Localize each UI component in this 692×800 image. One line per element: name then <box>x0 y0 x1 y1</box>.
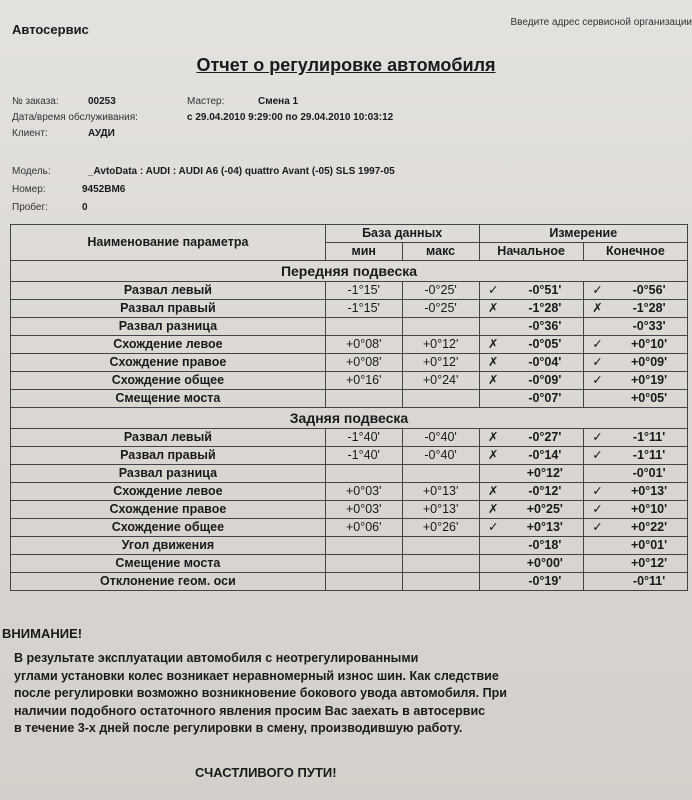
model: _AvtoData : AUDI : AUDI A6 (-04) quattro Avant (-05) SLS 1997-05 <box>88 166 395 177</box>
min-value <box>325 390 402 408</box>
table-row <box>11 318 688 336</box>
start-value: -0°19' <box>507 573 583 591</box>
max-value <box>402 555 479 573</box>
warning-title: ВНИМАНИЕ! <box>2 626 83 641</box>
min-value: -1°40' <box>325 429 402 447</box>
mileage-label: Пробег: <box>12 202 48 213</box>
end-status-icon: ✓ <box>583 501 611 519</box>
start-status-icon <box>479 573 507 591</box>
min-value: +0°03' <box>325 483 402 501</box>
max-value: +0°13' <box>402 483 479 501</box>
end-status-icon: ✗ <box>583 300 611 318</box>
mileage: 0 <box>82 202 88 213</box>
end-status-icon <box>583 390 611 408</box>
start-status-icon: ✗ <box>479 336 507 354</box>
start-value: -0°04' <box>507 354 583 372</box>
farewell-text: СЧАСТЛИВОГО ПУТИ! <box>195 765 337 780</box>
end-status-icon: ✓ <box>583 354 611 372</box>
start-status-icon <box>479 465 507 483</box>
start-status-icon <box>479 555 507 573</box>
end-value: +0°22' <box>611 519 687 537</box>
table-row <box>11 300 688 318</box>
datetime: с 29.04.2010 9:29:00 по 29.04.2010 10:03:12 <box>187 112 394 123</box>
end-status-icon: ✓ <box>583 483 611 501</box>
param-name: Развал левый <box>11 282 326 300</box>
end-status-icon: ✓ <box>583 282 611 300</box>
end-status-icon: ✓ <box>583 336 611 354</box>
max-value <box>402 390 479 408</box>
start-status-icon: ✗ <box>479 447 507 465</box>
warning-line: наличии подобного остаточного явления просим Вас заехать в автосервис <box>14 703 486 718</box>
table-row <box>11 336 688 354</box>
min-value: -1°15' <box>325 282 402 300</box>
min-value <box>325 318 402 336</box>
start-status-icon <box>479 390 507 408</box>
start-value: +0°00' <box>507 555 583 573</box>
param-name: Схождение левое <box>11 483 326 501</box>
table-row <box>11 501 688 519</box>
end-value: -0°56' <box>611 282 687 300</box>
start-value: +0°12' <box>507 465 583 483</box>
table-row <box>11 429 688 447</box>
table-row <box>11 465 688 483</box>
page-title: Отчет о регулировке автомобиля <box>196 55 496 75</box>
warning-line: углами установки колес возникает неравномерный износ шин. Как следствие <box>14 668 499 683</box>
min-value <box>325 555 402 573</box>
order-number-label: № заказа: <box>12 96 59 107</box>
table-row <box>11 447 688 465</box>
table-row <box>11 537 688 555</box>
end-value: -0°11' <box>611 573 687 591</box>
max-value: +0°12' <box>402 354 479 372</box>
rear-section-title: Задняя подвеска <box>11 408 688 429</box>
min-value: +0°08' <box>325 336 402 354</box>
start-status-icon: ✗ <box>479 483 507 501</box>
order-number: 00253 <box>88 96 116 107</box>
end-status-icon: ✓ <box>583 519 611 537</box>
table-row <box>11 372 688 390</box>
start-status-icon: ✗ <box>479 372 507 390</box>
end-value: +0°12' <box>611 555 687 573</box>
param-name: Схождение общее <box>11 372 326 390</box>
table-row <box>11 282 688 300</box>
param-name: Развал разница <box>11 318 326 336</box>
end-value: +0°10' <box>611 501 687 519</box>
start-status-icon: ✗ <box>479 354 507 372</box>
param-name: Схождение левое <box>11 336 326 354</box>
start-value: -0°51' <box>507 282 583 300</box>
max-value: +0°13' <box>402 501 479 519</box>
datetime-label: Дата/время обслуживания: <box>12 112 138 123</box>
start-status-icon: ✗ <box>479 300 507 318</box>
max-value <box>402 537 479 555</box>
max-value: -0°40' <box>402 429 479 447</box>
param-name: Смещение моста <box>11 390 326 408</box>
end-status-icon <box>583 573 611 591</box>
start-value: -0°07' <box>507 390 583 408</box>
param-name: Схождение общее <box>11 519 326 537</box>
min-value <box>325 465 402 483</box>
min-value: -1°15' <box>325 300 402 318</box>
col-end: Конечное <box>583 243 687 261</box>
max-value <box>402 573 479 591</box>
max-value: +0°26' <box>402 519 479 537</box>
col-start: Начальное <box>479 243 583 261</box>
start-status-icon <box>479 537 507 555</box>
end-status-icon <box>583 465 611 483</box>
end-value: +0°05' <box>611 390 687 408</box>
start-value: -0°18' <box>507 537 583 555</box>
front-section-title: Передняя подвеска <box>11 261 688 282</box>
end-value: -1°28' <box>611 300 687 318</box>
start-value: -0°14' <box>507 447 583 465</box>
min-value: +0°16' <box>325 372 402 390</box>
param-name: Развал разница <box>11 465 326 483</box>
start-value: -1°28' <box>507 300 583 318</box>
master-label: Мастер: <box>187 96 225 107</box>
param-name: Смещение моста <box>11 555 326 573</box>
end-value: +0°10' <box>611 336 687 354</box>
warning-text <box>14 650 664 738</box>
client-label: Клиент: <box>12 128 48 139</box>
table-row <box>11 573 688 591</box>
plate: 9452ВМ6 <box>82 184 126 195</box>
max-value: +0°24' <box>402 372 479 390</box>
table-row <box>11 483 688 501</box>
start-value: -0°27' <box>507 429 583 447</box>
end-status-icon <box>583 537 611 555</box>
min-value: +0°06' <box>325 519 402 537</box>
table-row <box>11 519 688 537</box>
min-value: +0°08' <box>325 354 402 372</box>
end-value: +0°19' <box>611 372 687 390</box>
end-value: +0°09' <box>611 354 687 372</box>
min-value <box>325 573 402 591</box>
param-name: Отклонение геом. оси <box>11 573 326 591</box>
param-name: Развал левый <box>11 429 326 447</box>
end-status-icon: ✓ <box>583 447 611 465</box>
max-value <box>402 465 479 483</box>
col-db: База данных <box>325 225 479 243</box>
end-value: -0°01' <box>611 465 687 483</box>
max-value: -0°25' <box>402 300 479 318</box>
param-name: Развал правый <box>11 300 326 318</box>
alignment-table <box>10 224 688 591</box>
master: Смена 1 <box>258 96 299 107</box>
start-status-icon: ✓ <box>479 519 507 537</box>
end-value: -0°33' <box>611 318 687 336</box>
min-value <box>325 537 402 555</box>
end-status-icon <box>583 555 611 573</box>
start-value: -0°09' <box>507 372 583 390</box>
client: АУДИ <box>88 128 115 139</box>
table-row <box>11 354 688 372</box>
min-value: +0°03' <box>325 501 402 519</box>
warning-line: В результате эксплуатации автомобиля с неотрегулированными <box>14 651 419 665</box>
end-status-icon: ✓ <box>583 372 611 390</box>
app-name: Автосервис <box>12 22 89 37</box>
end-value: +0°13' <box>611 483 687 501</box>
table-row <box>11 555 688 573</box>
model-label: Модель: <box>12 166 51 177</box>
start-status-icon <box>479 318 507 336</box>
col-measurement: Измерение <box>479 225 687 243</box>
plate-label: Номер: <box>12 184 46 195</box>
start-status-icon: ✓ <box>479 282 507 300</box>
param-name: Угол движения <box>11 537 326 555</box>
end-value: -1°11' <box>611 447 687 465</box>
max-value: +0°12' <box>402 336 479 354</box>
param-name: Схождение правое <box>11 501 326 519</box>
end-value: +0°01' <box>611 537 687 555</box>
start-value: -0°05' <box>507 336 583 354</box>
start-value: +0°13' <box>507 519 583 537</box>
min-value: -1°40' <box>325 447 402 465</box>
col-param: Наименование параметра <box>11 225 326 261</box>
warning-line: после регулировки возможно возникновение бокового увода автомобиля. При <box>14 686 507 700</box>
param-name: Схождение правое <box>11 354 326 372</box>
warning-line: в течение 3-х дней после регулировки в смену, производившую работу. <box>14 721 463 735</box>
max-value: -0°25' <box>402 282 479 300</box>
start-value: -0°12' <box>507 483 583 501</box>
end-value: -1°11' <box>611 429 687 447</box>
col-max: макс <box>402 243 479 261</box>
start-status-icon: ✗ <box>479 429 507 447</box>
service-address-hint[interactable]: Введите адрес сервисной организации <box>510 17 692 28</box>
end-status-icon <box>583 318 611 336</box>
end-status-icon: ✓ <box>583 429 611 447</box>
start-value: -0°36' <box>507 318 583 336</box>
col-min: мин <box>325 243 402 261</box>
start-value: +0°25' <box>507 501 583 519</box>
start-status-icon: ✗ <box>479 501 507 519</box>
max-value <box>402 318 479 336</box>
table-row <box>11 390 688 408</box>
max-value: -0°40' <box>402 447 479 465</box>
param-name: Развал правый <box>11 447 326 465</box>
